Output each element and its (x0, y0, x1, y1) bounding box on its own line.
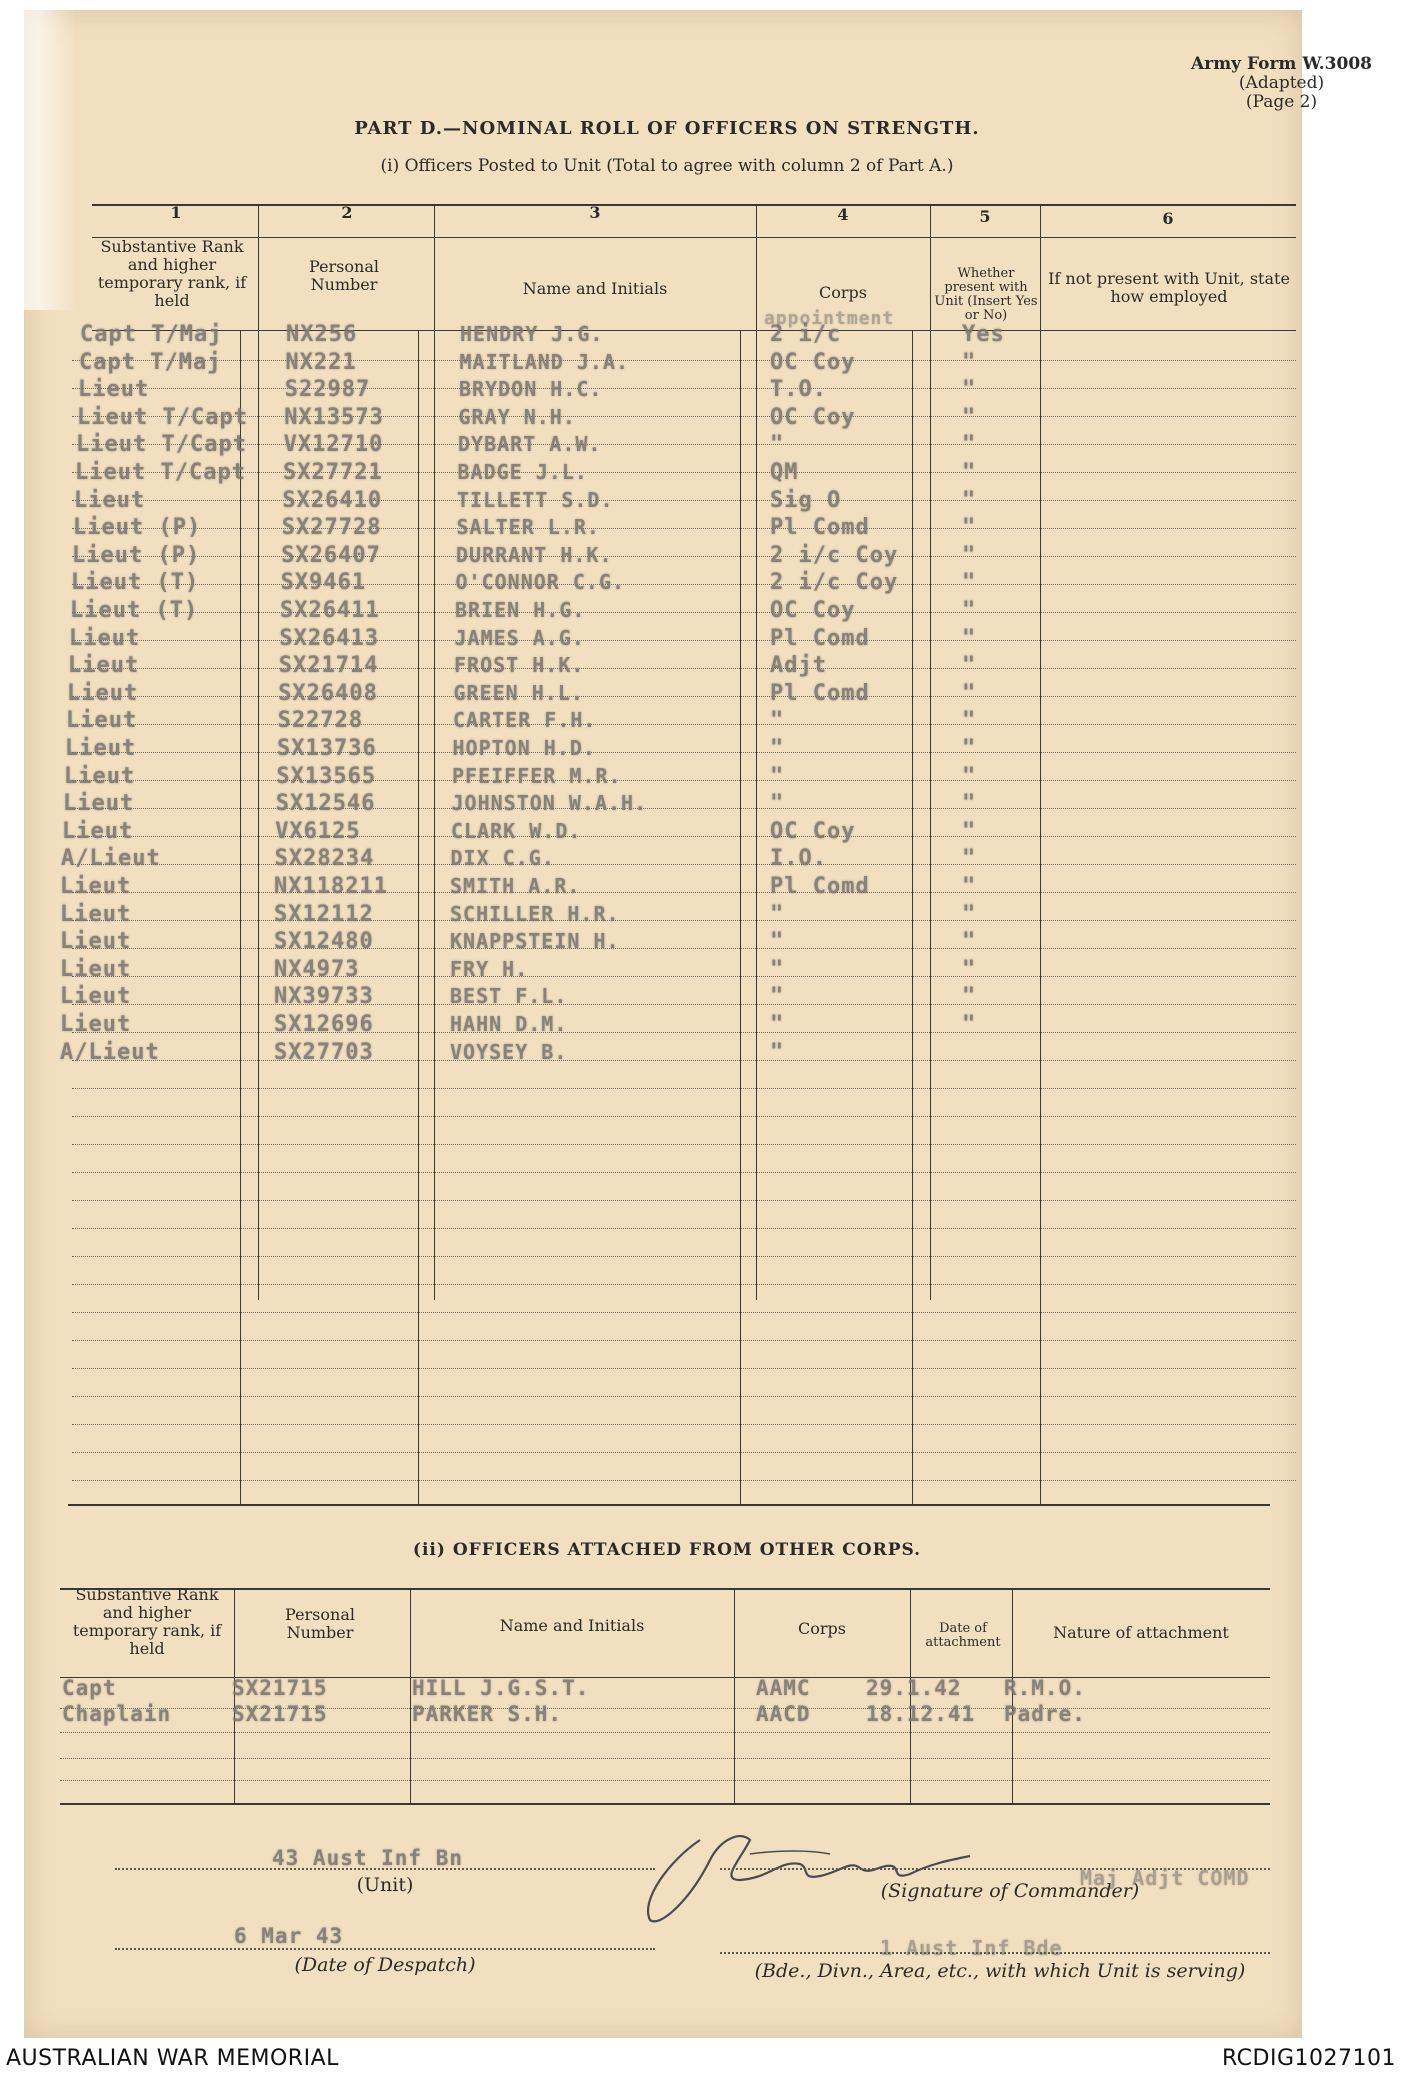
army-form-number: Army Form W.3008 (1191, 54, 1372, 74)
personal-number-cell: NX118211 (274, 874, 388, 899)
name-cell: SCHILLER H.R. (450, 901, 620, 926)
rank-cell: Lieut (P) (72, 542, 201, 568)
ruled-line (72, 1088, 1296, 1089)
corps-cell: OC Coy (770, 349, 856, 375)
personal-number-cell: SX26413 (279, 625, 380, 651)
attached-header-nature: Nature of attachment (1053, 1623, 1229, 1642)
personal-number-cell: SX26408 (278, 680, 378, 706)
present-cell: " (962, 515, 977, 541)
ruled-line (72, 780, 1296, 781)
name-cell: CARTER F.H. (453, 708, 597, 733)
rank-cell: Lieut (63, 791, 135, 817)
ruled-line (72, 1144, 1296, 1145)
attached-nature-cell: R.M.O. (1004, 1676, 1086, 1700)
header-present: Whether present with Unit (Insert Yes or No) (934, 266, 1038, 323)
corps-cell: " (770, 763, 785, 789)
rank-cell: Capt T/Maj (79, 349, 222, 375)
name-cell: SALTER L.R. (456, 515, 600, 540)
signature-rank: Maj Adjt COMD (1080, 1866, 1250, 1890)
corps-cell: I.O. (770, 846, 827, 872)
column-divider (418, 330, 419, 1504)
bde-value: 1 Aust Inf Bde (880, 1936, 1063, 1960)
ruled-line (72, 948, 1296, 949)
name-cell: BADGE J.L. (457, 460, 588, 484)
ruled-line (72, 752, 1296, 753)
personal-number-cell: VX12710 (283, 432, 384, 458)
present-cell: Yes (962, 322, 1005, 347)
personal-number-cell: SX12480 (274, 929, 374, 955)
personal-number-cell: SX12112 (274, 901, 374, 927)
name-cell: VOYSEY B. (450, 1039, 568, 1064)
present-cell: " (962, 349, 977, 375)
name-cell: O'CONNOR C.G. (455, 570, 626, 595)
rank-cell: Lieut T/Capt (75, 460, 246, 485)
ruled-line (72, 388, 1296, 389)
ruled-line (72, 1200, 1296, 1201)
col-number-6: 6 (1162, 209, 1174, 228)
col-number-4: 4 (837, 205, 849, 224)
corps-cell: " (770, 432, 785, 458)
name-cell: JAMES A.G. (454, 625, 585, 650)
present-cell: " (962, 984, 977, 1010)
column-divider (1040, 330, 1041, 1504)
col-number-1: 1 (170, 203, 182, 222)
rank-cell: Lieut (74, 487, 146, 513)
name-cell: BEST F.L. (450, 984, 568, 1009)
name-cell: MAITLAND J.A. (459, 349, 630, 374)
rank-cell: Lieut (78, 377, 150, 403)
present-cell: " (962, 377, 977, 403)
corps-cell: OC Coy (770, 404, 856, 430)
attached-title: (ii) OFFICERS ATTACHED FROM OTHER CORPS. (412, 1540, 922, 1560)
present-cell: " (962, 653, 977, 679)
personal-number-cell: NX39733 (274, 984, 374, 1010)
corps-cell: " (770, 956, 785, 982)
footer-record-id: RCDIG1027101 (1221, 2046, 1396, 2071)
corps-cell: 2 i/c Coy (770, 542, 899, 568)
corps-appointment-note: appointment (764, 308, 895, 329)
corps-cell: " (770, 929, 785, 955)
ruled-line (72, 612, 1296, 613)
corps-cell: " (770, 708, 785, 734)
unit-value: 43 Aust Inf Bn (272, 1846, 464, 1870)
ruled-line (72, 724, 1296, 725)
ruled-line (72, 1060, 1296, 1061)
ruled-line (72, 1116, 1296, 1117)
present-cell: " (962, 625, 977, 651)
rank-cell: Lieut (P) (73, 515, 202, 541)
attached-header-corps: Corps (798, 1619, 846, 1638)
corps-cell: " (770, 901, 785, 927)
ruled-line (60, 1758, 1270, 1759)
ruled-line (72, 808, 1296, 809)
present-cell: " (962, 570, 977, 596)
ruled-line (72, 696, 1296, 697)
header-rank: Substantive Rank and higher temporary rank, if held (97, 237, 247, 310)
form-adapted: (Adapted) (1238, 73, 1325, 93)
corps-cell: T.O. (770, 377, 827, 403)
present-cell: " (962, 598, 977, 623)
name-cell: DURRANT H.K. (456, 542, 613, 567)
corps-cell: Adjt (770, 653, 827, 679)
ruled-line (72, 556, 1296, 557)
header-corps: Corps (819, 283, 867, 302)
personal-number-cell: SX12696 (274, 1012, 374, 1037)
attached-header-date: Date of attachment (925, 1621, 1001, 1650)
attached-corps-cell: AAMC (756, 1676, 811, 1700)
rank-cell: Lieut (60, 1012, 132, 1037)
present-cell: " (962, 956, 977, 982)
footer-archive-name: AUSTRALIAN WAR MEMORIAL (6, 2046, 339, 2071)
attached-nature-cell: Padre. (1004, 1702, 1086, 1726)
rank-cell: Lieut (64, 763, 136, 789)
present-cell: " (962, 791, 977, 817)
rank-cell: Lieut (T) (71, 570, 200, 596)
ruled-line (72, 1368, 1296, 1369)
rank-cell: Lieut (67, 680, 139, 706)
bde-line (720, 1952, 1270, 1954)
corps-cell: OC Coy (770, 818, 856, 844)
rank-cell: Lieut (68, 653, 140, 679)
name-cell: HAHN D.M. (450, 1012, 568, 1036)
col-number-2: 2 (341, 203, 353, 222)
present-cell: " (962, 1012, 977, 1037)
ruled-line (72, 976, 1296, 977)
corps-cell: QM (770, 460, 799, 485)
name-cell: CLARK W.D. (451, 818, 582, 843)
ruled-line (72, 668, 1296, 669)
part-d-title: PART D.—NOMINAL ROLL OF OFFICERS ON STRENGTH. (354, 118, 980, 139)
col-number-5: 5 (979, 207, 991, 226)
name-cell: PFEIFFER M.R. (452, 763, 622, 788)
corps-cell: OC Coy (770, 598, 856, 623)
column-divider (240, 330, 241, 1504)
rank-cell: Lieut T/Capt (77, 404, 248, 430)
ruled-line (72, 528, 1296, 529)
personal-number-cell: SX13565 (276, 763, 377, 789)
present-cell: " (962, 874, 977, 899)
present-cell: " (962, 432, 977, 458)
commander-signature (630, 1820, 990, 1930)
attached-header-personal-number: Personal Number (285, 1605, 355, 1642)
ruled-line (72, 1032, 1296, 1033)
rank-cell: Lieut (T) (70, 598, 199, 623)
rank-cell: A/Lieut (60, 1039, 160, 1065)
name-cell: GRAY N.H. (458, 404, 576, 429)
ruled-line (72, 1256, 1296, 1257)
personal-number-cell: SX28234 (274, 846, 375, 872)
name-cell: FROST H.K. (454, 653, 585, 678)
attached-name-cell: PARKER S.H. (412, 1702, 563, 1726)
ruled-line (72, 1452, 1296, 1453)
name-cell: BRIEN H.G. (455, 598, 586, 622)
corps-cell: " (770, 1012, 785, 1037)
present-cell: " (962, 846, 977, 872)
personal-number-cell: NX256 (286, 322, 358, 347)
rank-cell: Lieut (69, 625, 141, 651)
ruled-line (60, 1732, 1270, 1733)
ruled-line (72, 1340, 1296, 1341)
present-cell: " (962, 929, 977, 955)
rank-cell: Lieut (66, 708, 138, 734)
present-cell: " (962, 487, 977, 513)
column-divider (740, 330, 741, 1504)
name-cell: DIX C.G. (450, 846, 555, 871)
corps-cell: " (770, 984, 785, 1010)
form-page: (Page 2) (1245, 92, 1318, 112)
attached-header-name: Name and Initials (499, 1616, 645, 1635)
ruled-line (72, 1284, 1296, 1285)
ruled-line (72, 920, 1296, 921)
corps-cell: Pl Comd (770, 874, 870, 899)
present-cell: " (962, 736, 977, 761)
attached-name-cell: HILL J.G.S.T. (412, 1676, 590, 1700)
rank-cell: Lieut (60, 929, 132, 955)
column-divider (410, 1588, 411, 1803)
col-number-3: 3 (589, 203, 601, 222)
name-cell: BRYDON H.C. (459, 377, 603, 402)
attached-number-cell: SX21715 (232, 1676, 328, 1700)
present-cell: " (962, 708, 977, 734)
ruled-line (72, 1396, 1296, 1397)
present-cell: " (962, 460, 977, 485)
corps-cell: Pl Comd (770, 680, 870, 706)
name-cell: TILLETT S.D. (457, 487, 614, 512)
present-cell: " (962, 542, 977, 568)
ruled-line (72, 640, 1296, 641)
attached-header-rank: Substantive Rank and higher temporary rank, if held (72, 1585, 222, 1658)
ruled-line (72, 584, 1296, 585)
rank-cell: Lieut T/Capt (76, 432, 247, 458)
rank-cell: Lieut (62, 818, 134, 844)
rank-cell: Lieut (60, 901, 132, 927)
ruled-line (72, 1004, 1296, 1005)
attached-number-cell: SX21715 (232, 1702, 328, 1726)
rank-cell: A/Lieut (61, 846, 161, 872)
attached-corps-cell: AACD (756, 1702, 811, 1726)
column-divider (734, 1588, 735, 1803)
personal-number-cell: SX27703 (274, 1039, 374, 1065)
ruled-line (72, 444, 1296, 445)
corps-cell: " (770, 736, 785, 761)
ruled-line (72, 500, 1296, 501)
name-cell: GREEN H.L. (453, 680, 584, 705)
personal-number-cell: VX6125 (275, 818, 361, 844)
column-divider (912, 330, 913, 1504)
corps-cell: 2 i/c Coy (770, 570, 899, 596)
ruled-line (72, 1228, 1296, 1229)
date-caption: (Date of Despatch) (294, 1954, 476, 1976)
form-identifier (1191, 55, 1372, 112)
personal-number-cell: S22987 (284, 377, 371, 403)
date-line (115, 1948, 655, 1950)
name-cell: DYBART A.W. (458, 432, 602, 457)
ruled-line (60, 1780, 1270, 1781)
corps-cell: Pl Comd (770, 515, 870, 541)
rank-cell: Lieut (65, 736, 137, 761)
date-value: 6 Mar 43 (234, 1924, 344, 1948)
corps-cell: 2 i/c (770, 322, 842, 347)
ruled-line (72, 1172, 1296, 1173)
ruled-line (72, 1312, 1296, 1313)
present-cell: " (962, 901, 977, 927)
personal-number-cell: SX26407 (281, 542, 381, 568)
name-cell: JOHNSTON W.A.H. (451, 791, 648, 816)
unit-line (115, 1868, 655, 1870)
rank-cell: Lieut (60, 984, 132, 1010)
ruled-line (72, 836, 1296, 837)
personal-number-cell: NX4973 (274, 956, 360, 982)
attached-rank-cell: Capt (62, 1676, 117, 1700)
rank-cell: Lieut (60, 874, 132, 899)
personal-number-cell: NX13573 (284, 404, 384, 430)
personal-number-cell: SX9461 (280, 570, 367, 596)
attached-date-cell: 18.12.41 (866, 1702, 976, 1726)
ruled-line (72, 472, 1296, 473)
name-cell: HOPTON H.D. (452, 736, 596, 760)
header-employed: If not present with Unit, state how employed (1048, 269, 1290, 306)
ruled-line (72, 416, 1296, 417)
rank-cell: Lieut (60, 956, 132, 982)
personal-number-cell: S22728 (277, 708, 364, 734)
corps-cell: Sig O (770, 487, 842, 513)
document-page (24, 10, 1302, 2038)
personal-number-cell: SX26410 (282, 487, 383, 513)
attached-date-cell: 29.1.42 (866, 1676, 962, 1700)
corps-cell: " (770, 791, 785, 817)
attached-rank-cell: Chaplain (62, 1702, 172, 1726)
ruled-line (72, 360, 1296, 361)
corps-cell: Pl Comd (770, 625, 870, 651)
personal-number-cell: SX21714 (278, 653, 379, 679)
personal-number-cell: SX26411 (280, 598, 380, 623)
personal-number-cell: SX27728 (281, 515, 382, 541)
signature-caption: (Signature of Commander) (880, 1880, 1140, 1902)
present-cell: " (962, 818, 977, 844)
rank-cell: Capt T/Maj (80, 322, 223, 347)
personal-number-cell: NX221 (285, 349, 357, 375)
personal-number-cell: SX13736 (277, 736, 377, 761)
header-personal-number: Personal Number (309, 257, 379, 294)
personal-number-cell: SX12546 (275, 791, 376, 817)
header-name: Name and Initials (522, 279, 668, 298)
ruled-line (72, 1424, 1296, 1425)
name-cell: KNAPPSTEIN H. (450, 929, 620, 954)
ruled-line (72, 1480, 1296, 1481)
name-cell: SMITH A.R. (450, 874, 581, 898)
present-cell: " (962, 763, 977, 789)
name-cell: FRY H. (450, 956, 529, 981)
ruled-line (72, 892, 1296, 893)
part-d-subtitle: (i) Officers Posted to Unit (Total to agree with column 2 of Part A.) (380, 156, 954, 176)
unit-caption: (Unit) (356, 1874, 414, 1896)
personal-number-cell: SX27721 (283, 460, 383, 485)
corps-cell: " (770, 1039, 785, 1065)
present-cell: " (962, 404, 977, 430)
bde-caption: (Bde., Divn., Area, etc., with which Unit is serving) (754, 1960, 1246, 1982)
name-cell: HENDRY J.G. (460, 322, 604, 346)
present-cell: " (962, 680, 977, 706)
ruled-line (72, 864, 1296, 865)
